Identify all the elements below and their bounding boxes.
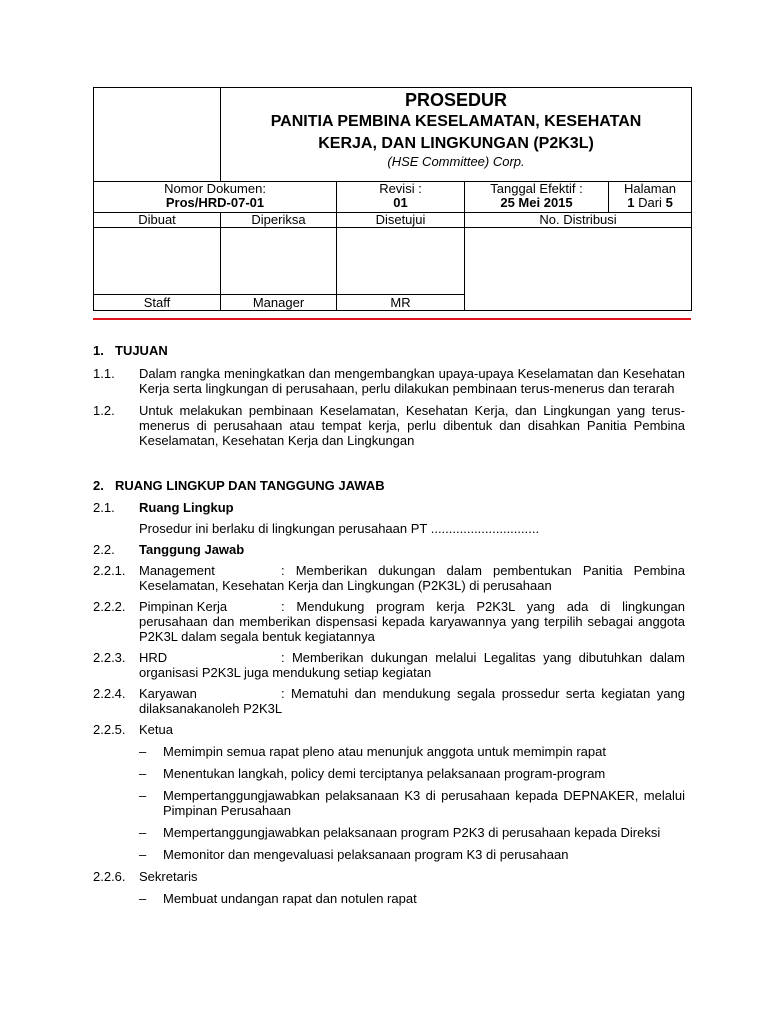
made-by-role: Staff [94,295,221,311]
logo-cell [94,88,221,182]
ketua-item: – Memonitor dan mengevaluasi pelaksanaan program K3 di perusahaan [139,847,569,862]
doc-number: Pros/HRD-07-01 [165,195,265,210]
revision-value: 01 [393,195,408,210]
document-header-table [93,87,692,311]
item-1-2: 1.2. Untuk melakukan pembinaan Keselamatan, Kesehatan Kerja, dan Lingkungan yang terus-menerus di perusahaan atau tempat kerja, perlu dibentuk dan disahkan Panitia Pembina Keselamatan, Kesehatan Kerja dan Lingkungan [93,403,685,448]
page-total: 5 [665,195,673,210]
doc-number-label: Nomor Dokumen: [164,181,266,196]
page-cell [609,182,692,213]
effective-date-label: Tanggal Efektif : [490,181,583,196]
revision-cell [337,182,465,213]
distribution-label: No. Distribusi [465,213,692,228]
checked-by-signature [221,228,337,295]
item-2-1-text: Prosedur ini berlaku di lingkungan perusahaan PT .............................. [139,521,540,536]
page-current: 1 [627,195,635,210]
sekretaris-item: – Membuat undangan rapat dan notulen rapat [139,891,417,906]
made-by-label: Dibuat [94,213,221,228]
section-2-title: RUANG LINGKUP DAN TANGGUNG JAWAB [115,478,385,493]
page-of: Dari [638,195,662,210]
section-1-heading: 1. TUJUAN [93,343,168,358]
checked-by-label: Diperiksa [221,213,337,228]
effective-date: 25 Mei 2015 [500,195,573,210]
header-divider [93,318,691,320]
item-2-1-title: Ruang Lingkup [139,500,234,515]
approved-by-signature [337,228,465,295]
distribution-value [465,228,692,311]
responsibility-hrd: 2.2.3. HRD : Memberikan dukungan melalui Legalitas yang dibutuhkan dalam organisasi P2K3L juga mendukung setiap kegiatan [93,650,685,680]
document-body [93,343,685,906]
page-label: Halaman [624,181,677,196]
title-cell [221,88,692,182]
responsibility-ketua: 2.2.5. Ketua [93,722,173,737]
doc-subtitle-note: (HSE Committee) Corp. [387,154,525,169]
doc-subtitle-line2: KERJA, DAN LINGKUNGAN (P2K3L) [318,135,594,152]
approved-by-label: Disetujui [337,213,465,228]
item-2-1-body [93,521,685,536]
ketua-item: – Mempertanggungjawabkan pelaksanaan program P2K3 di perusahaan kepada Direksi [139,825,661,840]
responsibility-karyawan: 2.2.4. Karyawan : Mematuhi dan mendukung segala prossedur serta kegiatan yang dilaksanakanoleh P2K3L [93,686,685,716]
item-1-1-text: Dalam rangka meningkatkan dan mengembangkan upaya-upaya Keselamatan dan Kesehatan Kerja serta lingkungan di perusahaan, perlu dilakukan pembinaan terus-menerus dan terarah [139,366,685,396]
item-1-1: 1.1. Dalam rangka meningkatkan dan mengembangkan upaya-upaya Keselamatan dan Kesehatan Kerja serta lingkungan di perusahaan, perlu dilakukan pembinaan terus-menerus dan terarah [93,366,685,396]
responsibility-sekretaris: 2.2.6. Sekretaris [93,869,198,884]
item-2-2: 2.2. Tanggung Jawab [93,542,685,557]
responsibility-management: 2.2.1. Management : Memberikan dukungan dalam pembentukan Panitia Pembina Keselamatan, Kesehatan Kerja dan Lingkungan (P2K3L) di perusahaan [93,563,685,593]
ketua-item: – Memimpin semua rapat pleno atau menunjuk anggota untuk memimpin rapat [139,744,606,759]
item-2-2-title: Tanggung Jawab [139,542,245,557]
item-2-1: 2.1. Ruang Lingkup [93,500,685,515]
doc-subtitle-line1: PANITIA PEMBINA KESELAMATAN, KESEHATAN [270,113,642,130]
doc-number-cell [94,182,337,213]
responsibility-pimpinan-kerja: 2.2.2. Pimpinan Kerja : Mendukung program kerja P2K3L yang ada di lingkungan perusahaan dan memberikan dispensasi kepada karyawannya yang terpilih sebagai anggota P2K3L dalam segala bentuk kegiatannya [93,599,685,644]
ketua-item: – Mempertanggungjawabkan pelaksanaan K3 di perusahaan kepada DEPNAKER, melalui Pimpinan Perusahaan [139,788,685,818]
approved-by-role: MR [337,295,465,311]
section-1-title: TUJUAN [115,343,168,358]
section-2-heading: 2. RUANG LINGKUP DAN TANGGUNG JAWAB [93,478,385,493]
item-1-2-text: Untuk melakukan pembinaan Keselamatan, Kesehatan Kerja, dan Lingkungan yang terus-menerus di perusahaan atau tempat kerja, perlu dibentuk dan disahkan Panitia Pembina Keselamatan, Kesehatan Kerja dan Lingkungan [139,403,685,448]
checked-by-role: Manager [221,295,337,311]
made-by-signature [94,228,221,295]
doc-title: PROSEDUR [405,90,508,110]
revision-label: Revisi : [379,181,422,196]
ketua-item: – Menentukan langkah, policy demi terciptanya pelaksanaan program-program [139,766,606,781]
effective-date-cell [465,182,609,213]
